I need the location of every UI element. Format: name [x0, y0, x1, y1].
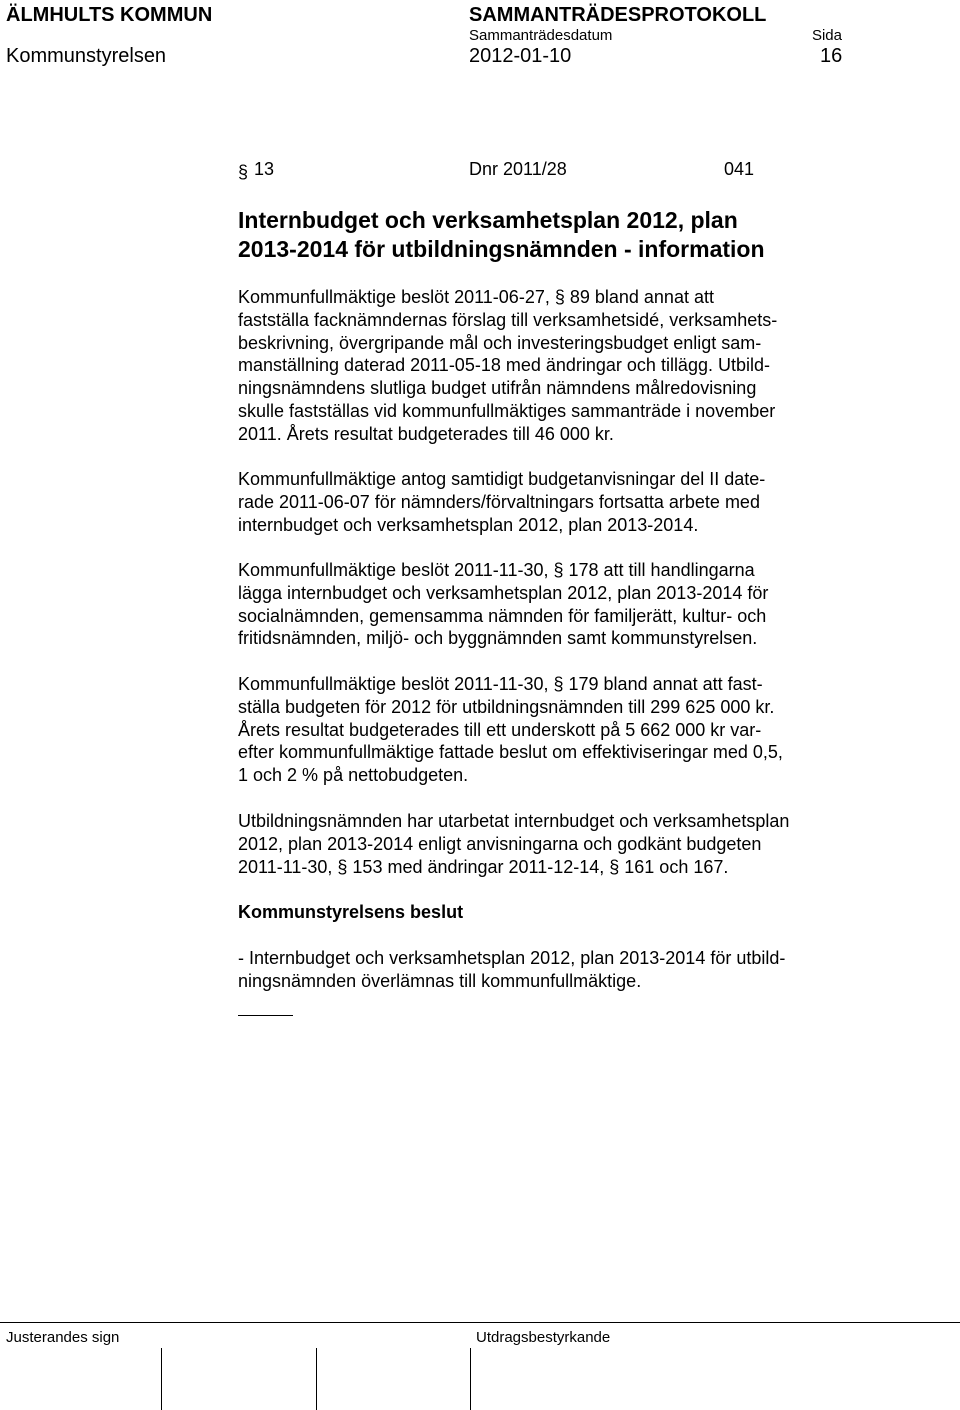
- text-line: Kommunfullmäktige beslöt 2011-11-30, § 179 bland annat att fast-: [238, 674, 763, 694]
- text-line: manställning daterad 2011-05-18 med ändringar och tillägg. Utbild-: [238, 355, 770, 376]
- text-line: Utbildningsnämnden har utarbetat internbudget och verksamhetsplan: [238, 811, 790, 831]
- text-line: Årets resultat budgeterades till ett underskott på 5 662 000 kr var-: [238, 719, 762, 740]
- page-number: 16: [820, 45, 843, 67]
- text-line: beskrivning, övergripande mål och investeringsbudget enligt sam-: [238, 332, 762, 353]
- text-line: internbudget och verksamhetsplan 2012, plan 2013-2014.: [238, 514, 699, 535]
- paragraph-5: [238, 810, 850, 878]
- paragraph-1: [238, 286, 850, 446]
- text-line: Kommunfullmäktige beslöt 2011-06-27, § 89 bland annat att: [238, 287, 714, 307]
- decision-heading: Kommunstyrelsens beslut: [238, 902, 464, 922]
- footer-divider: [0, 1322, 960, 1323]
- registry-number: Dnr 2011/28: [469, 159, 567, 179]
- paragraph-2: [238, 468, 850, 536]
- text-line: fritidsnämnden, miljö- och byggnämnden samt kommunstyrelsen.: [238, 628, 758, 649]
- title-line: Internbudget och verksamhetsplan 2012, plan: [238, 207, 738, 233]
- item-number: 13: [254, 159, 275, 179]
- paragraph-3: [238, 559, 850, 650]
- signature-label: Justerandes sign: [6, 1329, 120, 1346]
- text-line: Kommunfullmäktige beslöt 2011-11-30, § 178 att till handlingarna: [238, 560, 755, 580]
- paragraph-4: [238, 673, 850, 787]
- meeting-date-label: Sammanträdesdatum: [469, 27, 613, 44]
- signature-field-divider: [161, 1348, 162, 1410]
- page-label: Sida: [811, 27, 842, 44]
- archive-code: 041: [724, 159, 755, 179]
- text-line: 2011-11-30, § 153 med ändringar 2011-12-14, § 161 och 167.: [238, 856, 729, 877]
- signature-field-divider: [470, 1348, 471, 1410]
- title-line: 2013-2014 för utbildningsnämnden - information: [238, 236, 765, 262]
- text-line: lägga internbudget och verksamhetsplan 2012, plan 2013-2014 för: [238, 582, 769, 603]
- signature-field-divider: [316, 1348, 317, 1410]
- decision-text: [238, 947, 850, 993]
- organization-name: ÄLMHULTS KOMMUN: [6, 4, 213, 26]
- text-line: ställa budgeten för 2012 för utbildningsnämnden till 299 625 000 kr.: [238, 696, 775, 717]
- text-line: efter kommunfullmäktige fattade beslut om effektiviseringar med 0,5,: [238, 742, 783, 763]
- text-line: skulle fastställas vid kommunfullmäktiges sammanträde i november: [238, 400, 776, 421]
- text-line: socialnämnden, gemensamma nämnden för familjerätt, kultur- och: [238, 605, 767, 626]
- agenda-item-line: [238, 159, 758, 183]
- text-line: 2012, plan 2013-2014 enligt anvisningarna och godkänt budgeten: [238, 833, 762, 854]
- text-line: 1 och 2 % på nettobudgeten.: [238, 765, 469, 786]
- committee-name: Kommunstyrelsen: [6, 45, 167, 67]
- certification-label: Utdragsbestyrkande: [476, 1329, 611, 1346]
- text-line: ningsnämndens slutliga budget utifrån nämndens målredovisning: [238, 378, 757, 399]
- text-line: rade 2011-06-07 för nämnders/förvaltningars fortsatta arbete med: [238, 491, 760, 512]
- text-line: fastställa facknämndernas förslag till verksamhetsidé, verksamhets-: [238, 309, 778, 330]
- section-sign-icon: [238, 159, 249, 183]
- text-line: Kommunfullmäktige antog samtidigt budgetanvisningar del II date-: [238, 469, 766, 489]
- meeting-date: 2012-01-10: [469, 45, 572, 67]
- svg-text:§: §: [238, 162, 249, 182]
- end-rule: [238, 1015, 293, 1016]
- text-line: 2011. Årets resultat budgeterades till 46 000 kr.: [238, 423, 614, 444]
- document-type: SAMMANTRÄDESPROTOKOLL: [469, 4, 767, 26]
- text-line: - Internbudget och verksamhetsplan 2012, plan 2013-2014 för utbild-: [238, 948, 786, 968]
- item-title: [238, 206, 858, 264]
- text-line: ningsnämnden överlämnas till kommunfullmäktige.: [238, 970, 642, 991]
